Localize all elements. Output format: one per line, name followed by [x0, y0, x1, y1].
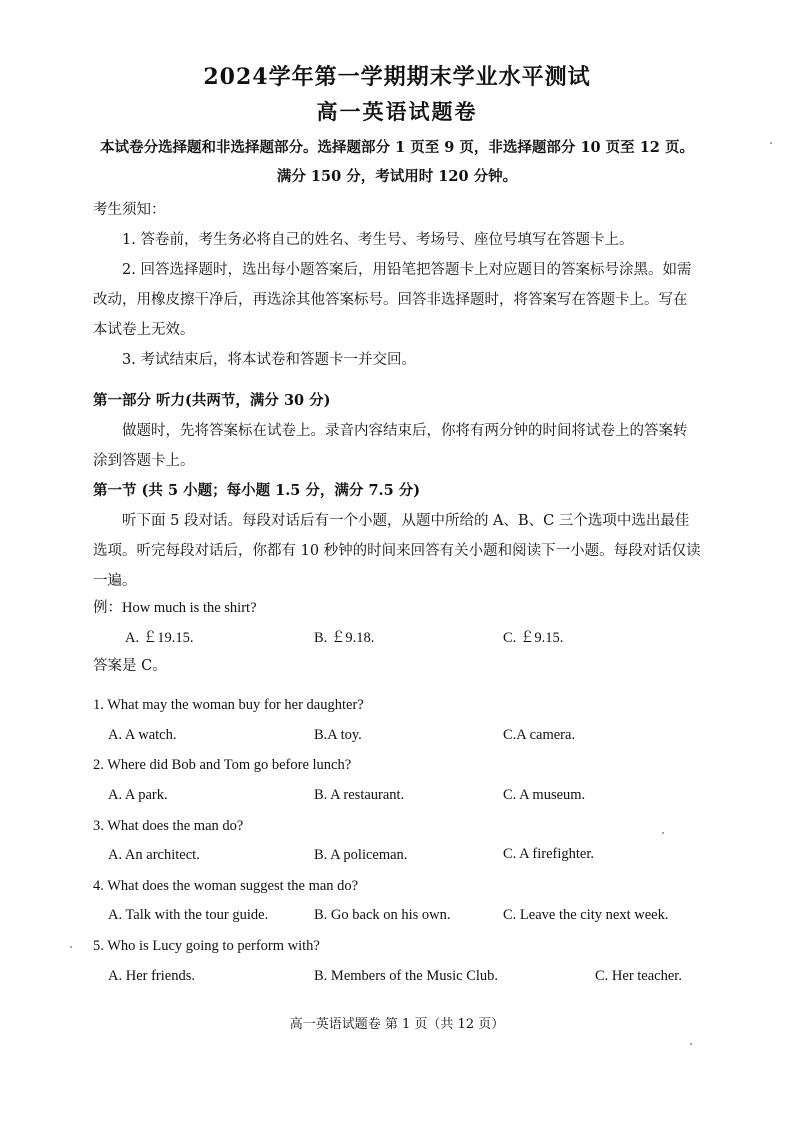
- notice-item-2-line2: 改动，用橡皮擦干净后，再选涂其他答案标号。回答非选择题时，将答案写在答题卡上。写在: [93, 292, 688, 308]
- part1-instruction-line1: 做题时，先将答案标在试卷上。录音内容结束后，你将有两分钟的时间将试卷上的答案转: [122, 423, 688, 439]
- page-subtitle: 高一英语试题卷: [316, 99, 478, 124]
- question-4-option-b: B. Go back on his own.: [314, 907, 451, 923]
- scan-speck: [70, 946, 72, 948]
- example-option-c: C. ￡9.15.: [503, 630, 564, 646]
- notice-item-2-line3: 本试卷上无效。: [93, 322, 195, 338]
- question-4-option-a: A. Talk with the tour guide.: [108, 907, 269, 923]
- question-5-option-a: A. Her friends.: [108, 968, 195, 984]
- part1-heading: 第一部分 听力(共两节，满分 30 分): [93, 392, 331, 409]
- exam-info-line2: 满分 150 分，考试用时 120 分钟。: [276, 168, 518, 185]
- question-1-option-a: A. A watch.: [108, 727, 177, 743]
- question-4-option-c: C. Leave the city next week.: [503, 907, 669, 923]
- question-5-option-c: C. Her teacher.: [595, 968, 682, 984]
- section1-instruction-line1: 听下面 5 段对话。每段对话后有一个小题，从题中所给的 A、B、C 三个选项中选出最佳: [122, 513, 690, 529]
- section1-heading: 第一节 (共 5 小题；每小题 1.5 分，满分 7.5 分): [93, 482, 421, 499]
- question-2-option-c: C. A museum.: [503, 787, 586, 803]
- notice-item-3: 3. 考试结束后，将本试卷和答题卡一并交回。: [122, 352, 416, 368]
- question-3: 3. What does the man do?: [93, 818, 244, 834]
- question-2: 2. Where did Bob and Tom go before lunch?: [93, 757, 352, 773]
- exam-info-line1: 本试卷分选择题和非选择题部分。选择题部分 1 页至 9 页，非选择题部分 10 页至 12 页。: [100, 139, 694, 156]
- question-2-option-b: B. A restaurant.: [314, 787, 405, 803]
- page-title: 2024学年第一学期期末学业水平测试: [203, 64, 591, 90]
- example-option-a: A. ￡19.15.: [125, 630, 194, 646]
- question-4: 4. What does the woman suggest the man do?: [93, 878, 359, 894]
- example-question: 例：How much is the shirt?: [93, 600, 257, 616]
- section1-instruction-line3: 一遍。: [93, 573, 137, 589]
- notice-item-2-line1: 2. 回答选择题时，选出每小题答案后，用铅笔把答题卡上对应题目的答案标号涂黑。如需: [122, 262, 692, 278]
- part1-instruction-line2: 涂到答题卡上。: [93, 453, 195, 469]
- question-3-option-a: A. An architect.: [108, 847, 200, 863]
- example-answer: 答案是 C。: [93, 658, 167, 674]
- question-1: 1. What may the woman buy for her daughter?: [93, 697, 364, 713]
- scan-speck: [690, 1043, 692, 1045]
- question-5: 5. Who is Lucy going to perform with?: [93, 938, 320, 954]
- notice-item-1: 1. 答卷前，考生务必将自己的姓名、考生号、考场号、座位号填写在答题卡上。: [122, 232, 634, 248]
- scan-speck: [662, 832, 664, 834]
- question-1-option-b: B.A toy.: [314, 727, 362, 743]
- question-5-option-b: B. Members of the Music Club.: [314, 968, 499, 984]
- section1-instruction-line2: 选项。听完每段对话后，你都有 10 秒钟的时间来回答有关小题和阅读下一小题。每段对话仅读: [93, 543, 701, 559]
- page-footer: 高一英语试题卷 第 1 页（共 12 页）: [289, 1017, 505, 1032]
- question-3-option-c: C. A firefighter.: [503, 846, 595, 862]
- question-3-option-b: B. A policeman.: [314, 847, 408, 863]
- question-1-option-c: C.A camera.: [503, 727, 576, 743]
- example-option-b: B. ￡9.18.: [314, 630, 375, 646]
- notice-heading: 考生须知：: [93, 202, 166, 218]
- scan-speck: [770, 142, 772, 144]
- question-2-option-a: A. A park.: [108, 787, 168, 803]
